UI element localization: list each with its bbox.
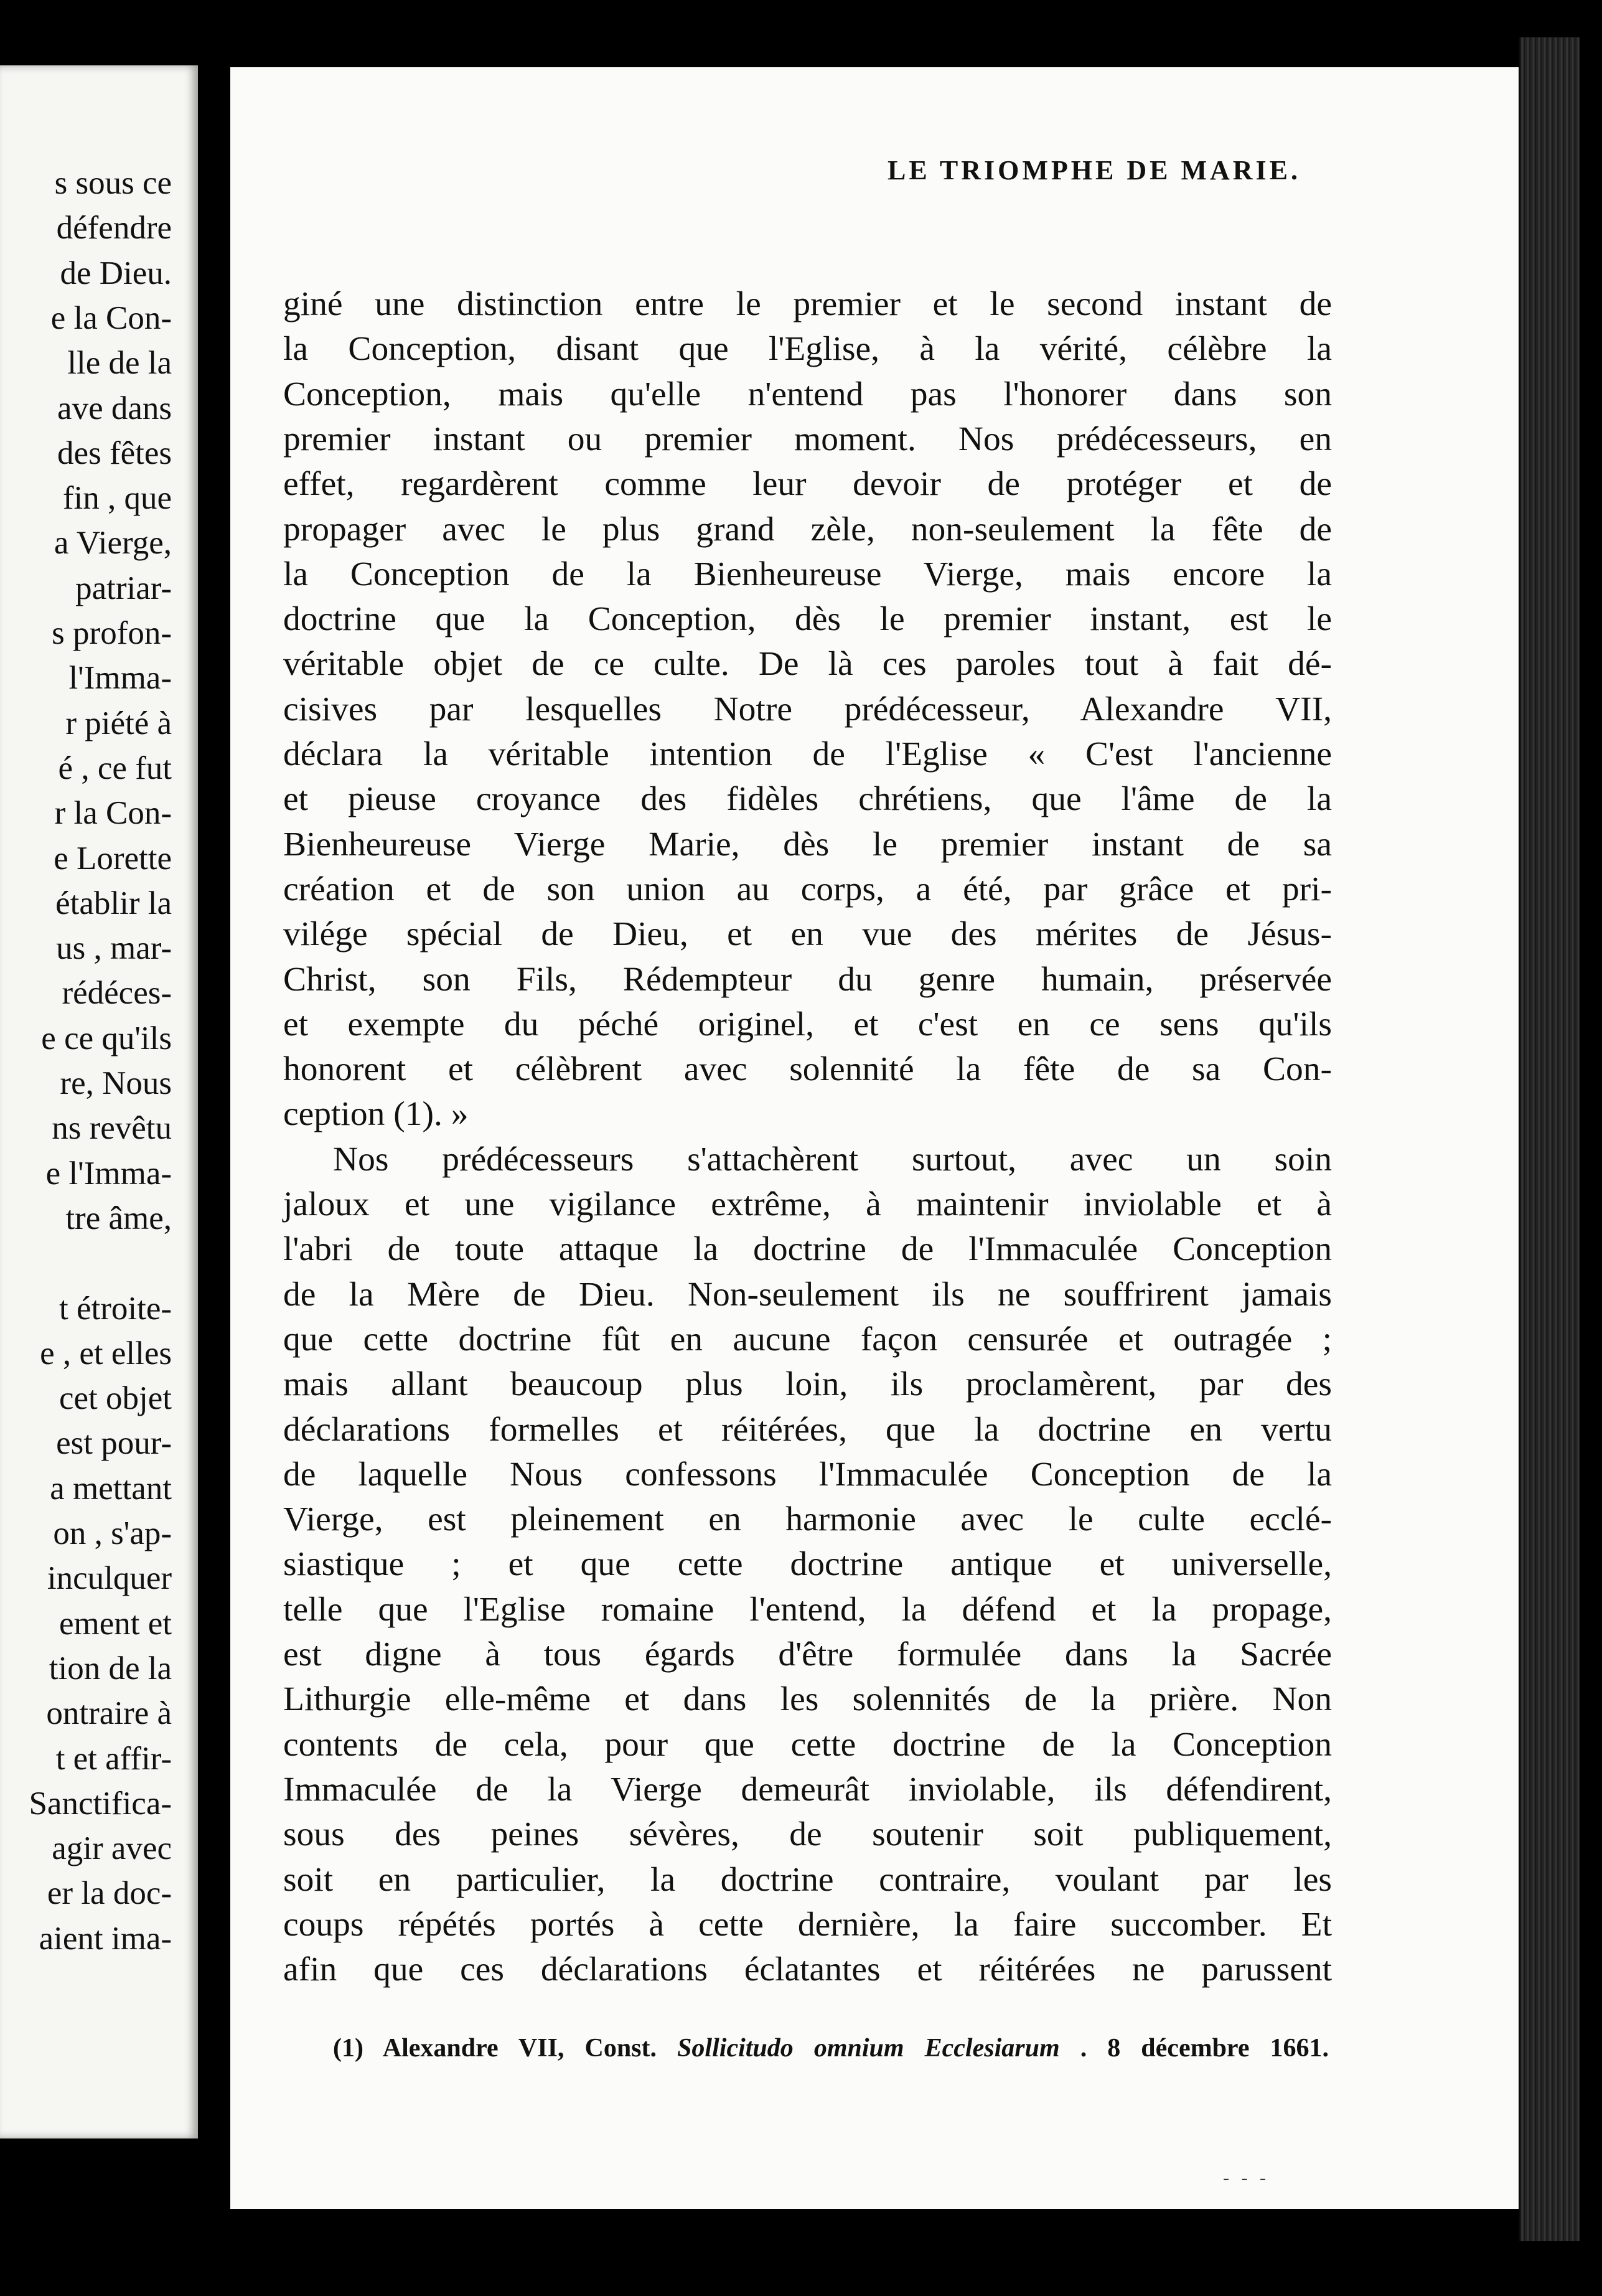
text-line: de laquelle Nous confessons l'Immaculée Conception de la [283, 1455, 1332, 1494]
facing-text-fragment: tion de la [49, 1650, 172, 1687]
bottom-marks: - - - [1223, 2168, 1270, 2188]
text-line: jaloux et une vigilance extrême, à maintenir inviolable et à [283, 1185, 1332, 1223]
text-line: Bienheureuse Vierge Marie, dès le premier instant de sa [283, 825, 1332, 863]
facing-text-fragment: re, Nous [60, 1065, 172, 1101]
facing-text-fragment: ave dans [57, 390, 172, 426]
text-line: contents de cela, pour que cette doctrine de la Conception [283, 1725, 1332, 1764]
facing-text-fragment: a Vierge, [54, 525, 172, 562]
text-line: est digne à tous égards d'être formulée dans la Sacrée [283, 1635, 1332, 1673]
facing-text-fragment: lle de la [67, 345, 172, 382]
facing-text-fragment: r la Con- [54, 795, 172, 832]
facing-text-fragment: fin , que [62, 480, 172, 517]
text-line: propager avec le plus grand zèle, non-seulement la fête de [283, 510, 1332, 548]
facing-text-fragment: é , ce fut [58, 750, 172, 786]
footnote-title: Sollicitudo omnium Ecclesiarum [677, 2034, 1060, 2063]
text-line: doctrine que la Conception, dès le premier instant, est le [283, 600, 1332, 639]
facing-text-fragment: inculquer [47, 1560, 172, 1597]
book-gutter [198, 0, 230, 2296]
facing-text-fragment: e Lorette [54, 840, 172, 877]
main-page [230, 67, 1519, 2209]
facing-text-fragment: r piété à [65, 705, 172, 741]
facing-text-fragment: ns revêtu [52, 1110, 172, 1147]
facing-text-fragment: s profon- [52, 615, 172, 651]
text-line: honorent et célèbrent avec solennité la fête de sa Con- [283, 1050, 1332, 1089]
text-line: giné une distinction entre le premier et le second instant de [283, 285, 1332, 323]
facing-text-fragment: l'Imma- [68, 660, 172, 697]
text-line: vilége spécial de Dieu, et en vue des mérites de Jésus- [283, 915, 1332, 954]
facing-text-fragment: e l'Imma- [45, 1155, 172, 1192]
facing-text-fragment: e la Con- [50, 299, 172, 336]
text-line: Conception, mais qu'elle n'entend pas l'honorer dans son [283, 375, 1332, 413]
facing-text-fragment: t et affir- [55, 1740, 172, 1777]
facing-text-fragment: a mettant [50, 1470, 172, 1507]
text-line: Christ, son Fils, Rédempteur du genre humain, préservée [283, 960, 1332, 999]
facing-text-fragment: e ce qu'ils [41, 1020, 172, 1056]
text-line: que cette doctrine fût en aucune façon censurée et outragée ; [283, 1320, 1332, 1358]
facing-text-fragment: patriar- [75, 570, 172, 606]
facing-page [0, 65, 198, 2138]
facing-text-fragment: de Dieu. [60, 255, 172, 291]
facing-text-fragment: cet objet [59, 1380, 172, 1417]
text-line: cisives par lesquelles Notre prédécesseur, Alexandre VII, [283, 690, 1332, 728]
text-line: et exempte du péché originel, et c'est en ce sens qu'ils [283, 1005, 1332, 1043]
text-line: effet, regardèrent comme leur devoir de protéger et de [283, 465, 1332, 504]
facing-text-fragment: us , mar- [56, 930, 172, 967]
text-line: afin que ces déclarations éclatantes et réitérées ne parussent [283, 1950, 1332, 1989]
text-line: telle que l'Eglise romaine l'entend, la défend et la propage, [283, 1590, 1332, 1629]
facing-text-fragment: tre âme, [65, 1200, 172, 1236]
footnote [333, 2033, 1329, 2063]
running-head: LE TRIOMPHE DE MARIE. [887, 155, 1301, 186]
facing-text-fragment: e , et elles [40, 1335, 172, 1371]
facing-text-fragment: s sous ce [54, 165, 172, 201]
text-line: déclarations formelles et réitérées, que la doctrine en vertu [283, 1410, 1332, 1449]
text-line: Nos prédécesseurs s'attachèrent surtout, avec un soin [333, 1140, 1332, 1179]
text-line: de la Mère de Dieu. Non-seulement ils ne souffrirent jamais [283, 1275, 1332, 1314]
text-line: et pieuse croyance des fidèles chrétiens, que l'âme de la [283, 780, 1332, 819]
facing-text-fragment: rédéces- [62, 975, 172, 1012]
text-line: siastique ; et que cette doctrine antique et universelle, [283, 1545, 1332, 1584]
facing-text-fragment: est pour- [56, 1425, 172, 1462]
text-line: Vierge, est pleinement en harmonie avec le culte ecclé- [283, 1500, 1332, 1539]
text-line: soit en particulier, la doctrine contraire, voulant par les [283, 1860, 1332, 1899]
facing-text-fragment: Sanctifica- [29, 1785, 172, 1822]
text-line: ception (1). » [283, 1095, 469, 1134]
text-line: création et de son union au corps, a été, par grâce et pri- [283, 870, 1332, 908]
text-line: véritable objet de ce culte. De là ces paroles tout à fait dé- [283, 645, 1332, 684]
text-line: sous des peines sévères, de soutenir soit publiquement, [283, 1815, 1332, 1854]
facing-text-fragment: aient ima- [39, 1920, 172, 1957]
facing-text-fragment: ement et [59, 1605, 172, 1642]
facing-text-fragment: défendre [56, 210, 172, 247]
page-block-edge [1519, 37, 1580, 2241]
footnote-author: Alexandre VII, Const. [382, 2034, 657, 2063]
text-line: Lithurgie elle-même et dans les solennités de la prière. Non [283, 1680, 1332, 1719]
facing-text-fragment: établir la [55, 885, 172, 921]
facing-text-fragment: er la doc- [47, 1875, 172, 1912]
text-line: déclara la véritable intention de l'Eglise « C'est l'ancienne [283, 735, 1332, 773]
facing-text-fragment: on , s'ap- [53, 1515, 172, 1551]
facing-text-fragment: t étroite- [59, 1290, 172, 1327]
facing-text-fragment: des fêtes [57, 435, 172, 471]
text-line: la Conception, disant que l'Eglise, à la vérité, célèbre la [283, 330, 1332, 369]
text-line: premier instant ou premier moment. Nos prédécesseurs, en [283, 420, 1332, 458]
text-line: coups répétés portés à cette dernière, la faire succomber. Et [283, 1905, 1332, 1944]
text-line: Immaculée de la Vierge demeurât inviolable, ils défendirent, [283, 1770, 1332, 1809]
footnote-marker: (1) [333, 2034, 363, 2063]
text-line: l'abri de toute attaque la doctrine de l'Immaculée Conception [283, 1230, 1332, 1269]
text-line: mais allant beaucoup plus loin, ils proclamèrent, par des [283, 1365, 1332, 1404]
facing-text-fragment: agir avec [52, 1830, 172, 1867]
facing-text-fragment: ontraire à [46, 1695, 172, 1732]
footnote-date: . 8 décembre 1661. [1080, 2034, 1329, 2063]
text-line: la Conception de la Bienheureuse Vierge, mais encore la [283, 555, 1332, 593]
